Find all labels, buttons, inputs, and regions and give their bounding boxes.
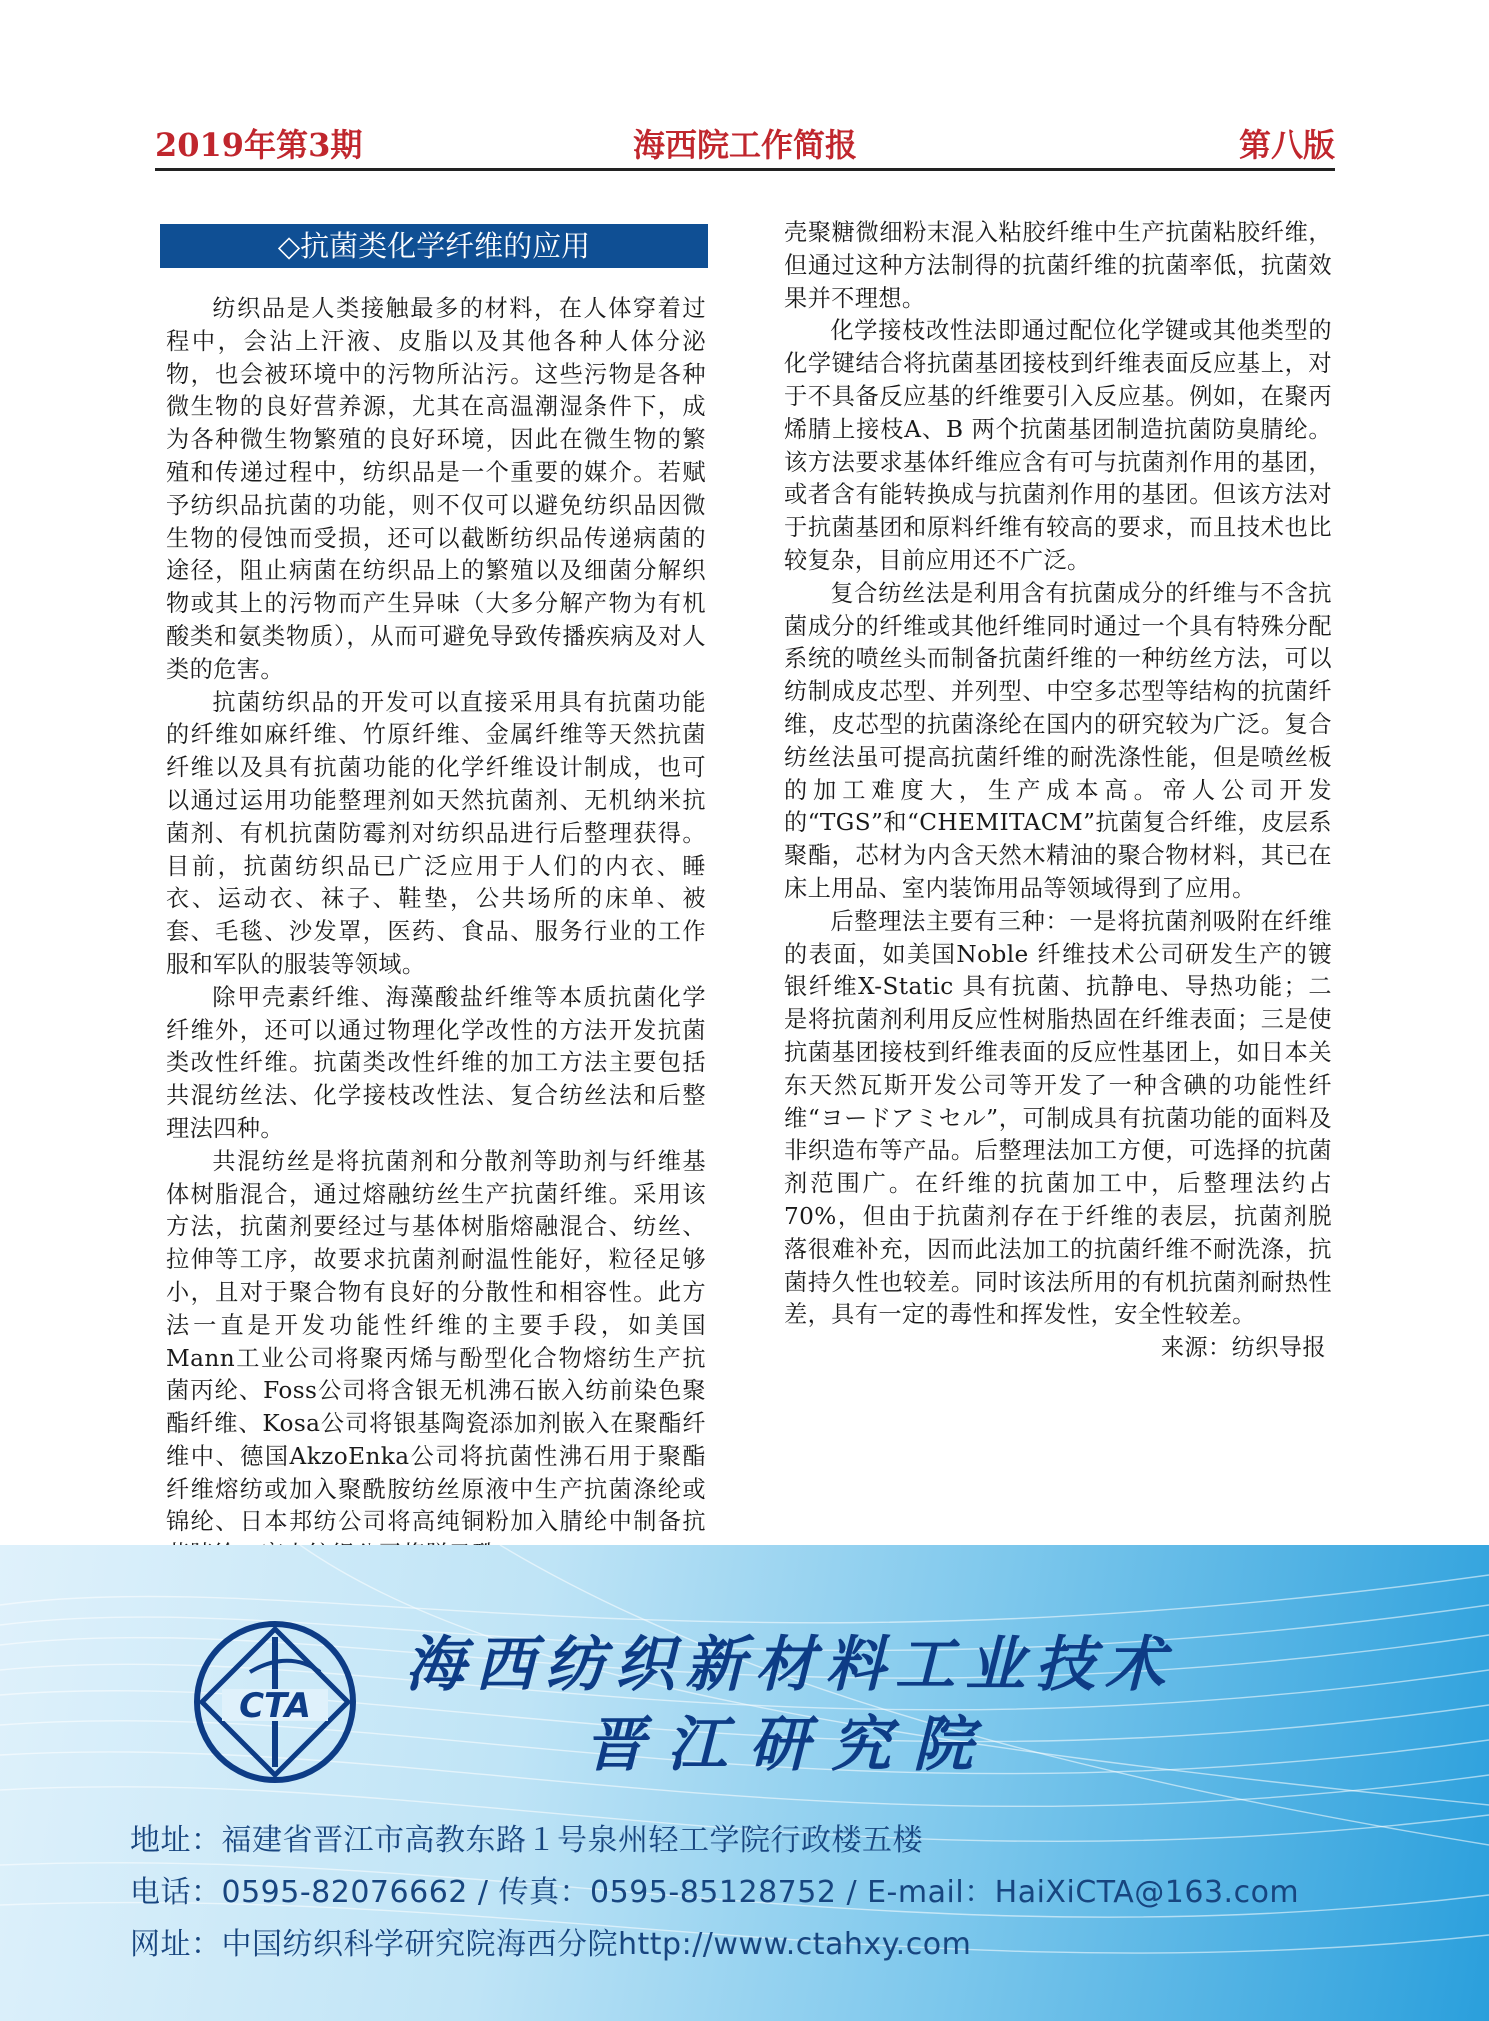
article-paragraph: 抗菌纺织品的开发可以直接采用具有抗菌功能的纤维如麻纤维、竹原纤维、金属纤维等天然抗菌纤维以及具有抗菌功能的化学纤维设计制成，也可以通过运用功能整理剂如天然抗菌剂、无机纳米抗菌剂、有机抗菌防霉剂对纺织品进行后整理获得。目前，抗菌纺织品已广泛应用于人们的内衣、睡衣、运动衣、袜子、鞋垫，公共场所的床单、被套、毛毯、沙发罩，医药、食品、服务行业的工作服和军队的服装等领域。 xyxy=(166,688,706,978)
article-paragraph: 后整理法主要有三种：一是将抗菌剂吸附在纤维的表面，如美国Noble 纤维技术公司研发生产的镀银纤维X-Static 具有抗菌、抗静电、导热功能；二是将抗菌剂利用反应性树脂热固在纤维表面；三是使抗菌基团接枝到纤维表面的反应性基团上，如日本关东天然瓦斯开发公司等开发了一种含碘的功能性纤维“ヨードアミセル”，可制成具有抗菌功能的面料及非织造布等产品。后整理法加工方便，可选择的抗菌剂范围广。在纤维的抗菌加工中，后整理法约占70%，但由于抗菌剂存在于纤维的表层，抗菌剂脱落很难补充，因而此法加工的抗菌纤维不耐洗涤，抗菌持久性也较差。同时该法所用的有机抗菌剂耐热性差，具有一定的毒性和挥发性，安全性较差。 xyxy=(784,907,1332,1329)
page-header xyxy=(155,118,1335,166)
logo-text: CTA xyxy=(239,1686,311,1726)
issue-label: 2019年第3期 xyxy=(155,126,363,164)
footer-banner xyxy=(0,1545,1489,2021)
institute-name-line2: 晋江研究院 xyxy=(585,1710,995,1780)
publication-title: 海西院工作简报 xyxy=(632,126,858,164)
institute-name-line1: 海西纺织新材料工业技术 xyxy=(405,1630,1175,1700)
cta-logo-icon xyxy=(190,1617,360,1787)
article-source: 来源：纺织导报 xyxy=(1160,1334,1326,1362)
article-paragraph: 复合纺丝法是利用含有抗菌成分的纤维与不含抗菌成分的纤维或其他纤维同时通过一个具有特殊分配系统的喷丝头而制备抗菌纤维的一种纺丝方法，可以纺制成皮芯型、并列型、中空多芯型等结构的抗菌纤维，皮芯型的抗菌涤纶在国内的研究较为广泛。复合纺丝法虽可提高抗菌纤维的耐洗涤性能，但是喷丝板的加工难度大，生产成本高。帝人公司开发的“TGS”和“CHEMITACM”抗菌复合纤维，皮层系聚酯，芯材为内含天然木精油的聚合物材料，其已在床上用品、室内装饰用品等领域得到了应用。 xyxy=(784,579,1332,902)
article-left-column xyxy=(166,293,706,1572)
header-divider xyxy=(155,168,1335,171)
article-right-column xyxy=(784,217,1332,1365)
page-label: 第八版 xyxy=(1238,126,1335,164)
article-title: ◇抗菌类化学纤维的应用 xyxy=(160,224,708,268)
phone-fax-email-text: 电话：0595-82076662 / 传真：0595-85128752 / E-mail：HaiXiCTA@163.com xyxy=(130,1875,1300,1910)
institute-name xyxy=(390,1625,1190,1785)
article-paragraph: 除甲壳素纤维、海藻酸盐纤维等本质抗菌化学纤维外，还可以通过物理化学改性的方法开发抗菌类改性纤维。抗菌类改性纤维的加工方法主要包括共混纺丝法、化学接枝改性法、复合纺丝法和后整理法四种。 xyxy=(166,983,706,1142)
address-text: 地址：福建省晋江市高教东路１号泉州轻工学院行政楼五楼 xyxy=(130,1823,923,1858)
website-text: 网址：中国纺织科学研究院海西分院http://www.ctahxy.com xyxy=(130,1927,972,1962)
article-paragraph: 共混纺丝是将抗菌剂和分散剂等助剂与纤维基体树脂混合，通过熔融纺丝生产抗菌纤维。采用该方法，抗菌剂要经过与基体树脂熔融混合、纺丝、拉伸等工序，故要求抗菌剂耐温性能好，粒径足够小，且对于聚合物有良好的分散性和相容性。此方法一直是开发功能性纤维的主要手段，如美国Mann工业公司将聚丙烯与酚型化合物熔纺生产抗菌丙纶、Foss公司将含银无机沸石嵌入纺前染色聚酯纤维、Kosa公司将银基陶瓷添加剂嵌入在聚酯纤维中、德国AkzoEnka公司将抗菌性沸石用于聚酯纤维熔纺或加入聚酰胺纺丝原液中生产抗菌涤纶或锦纶、日本邦纺公司将高纯铜粉加入腈纶中制备抗 xyxy=(166,1147,706,1536)
article-paragraph: 纺织品是人类接触最多的材料，在人体穿着过程中，会沾上汗液、皮脂以及其他各种人体分泌物，也会被环境中的污物所沾污。这些污物是各种微生物的良好营养源，尤其在高温潮湿条件下，成为各种微生物繁殖的良好环境，因此在微生物的繁殖和传递过程中，纺织品是一个重要的媒介。若赋予纺织品抗菌的功能，则不仅可以避免纺织品因微生物的侵蚀而受损，还可以截断纺织品传递病菌的途径，阻止病菌在纺织品上的繁殖以及细菌分解织物或其上的污物而产生异味（大多分解产物为有机酸类和氨类物质），从而可避免导致传播疾病及对人类的危害。 xyxy=(166,295,706,683)
article-paragraph: 化学接枝改性法即通过配位化学键或其他类型的化学键结合将抗菌基团接枝到纤维表面反应基上，对于不具备反应基的纤维要引入反应基。例如，在聚丙烯腈上接枝A、B 两个抗菌基团制造抗菌防臭腈纶。该方法要求基体纤维应含有可与抗菌剂作用的基团，或者含有能转换成与抗菌剂作用的基团。但该方法对于抗菌基团和原料纤维有较高的要求，而且技术也比较复杂，目前应用还不广泛。 xyxy=(784,317,1332,574)
article-paragraph-continued: 壳聚糖微细粉末混入粘胶纤维中生产抗菌粘胶纤维，但通过这种方法制得的抗菌纤维的抗菌率低，抗菌效果并不理想。 xyxy=(784,219,1332,312)
